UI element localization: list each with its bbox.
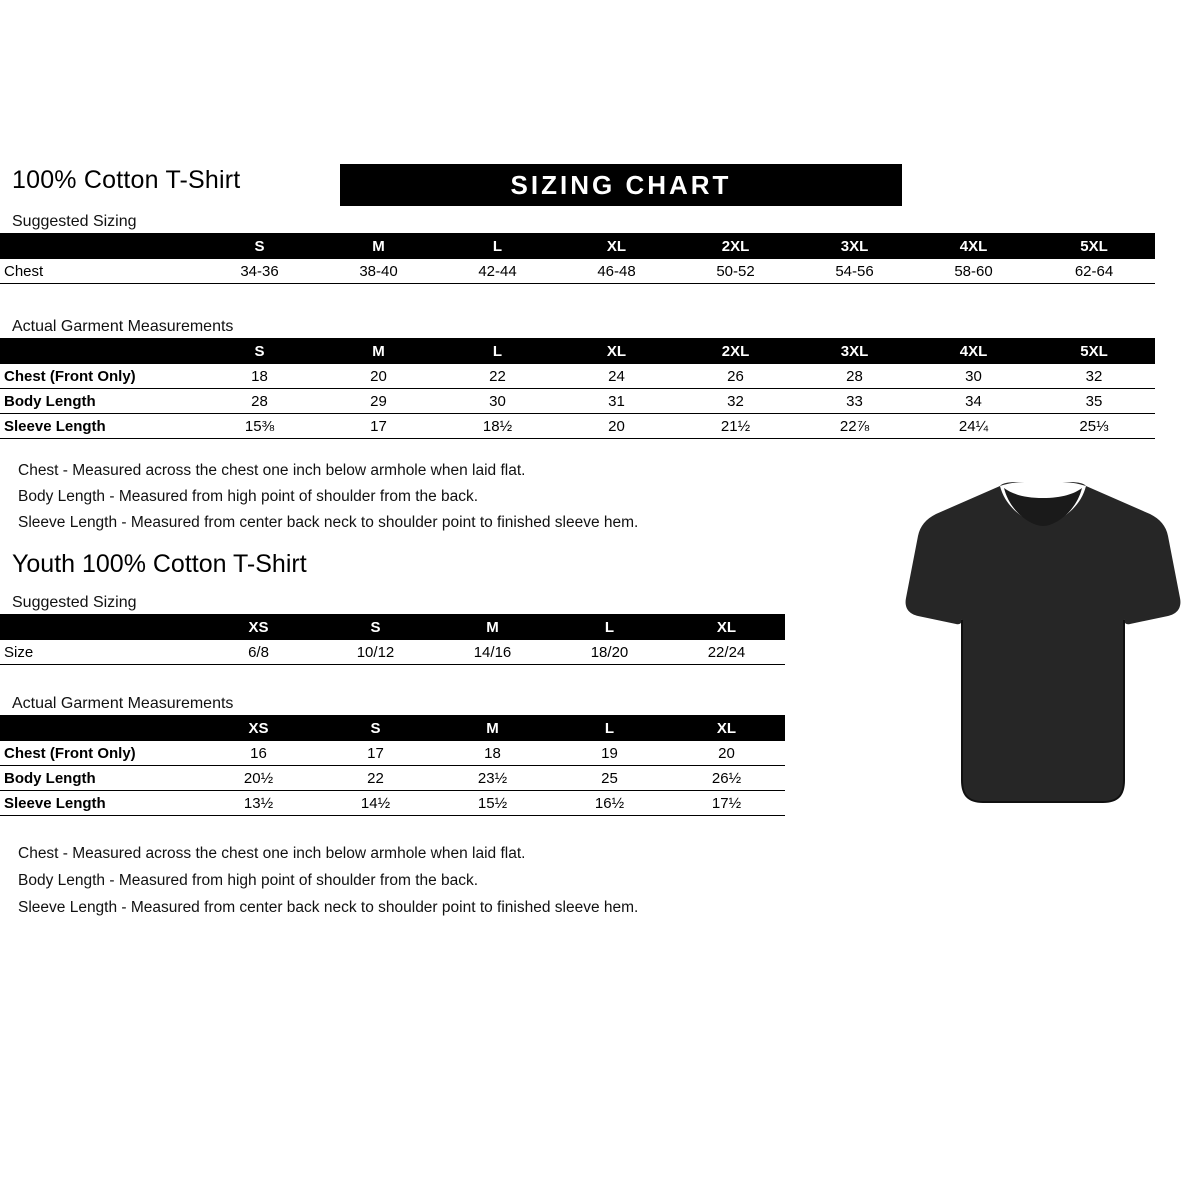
youth-suggested-sizing-label: Suggested Sizing (12, 594, 137, 611)
sizing-chart-banner-label: SIZING CHART (510, 170, 732, 200)
table-row (0, 741, 785, 766)
adult-actual-header-m: M (319, 338, 438, 364)
adult-suggested-header-4xl: 4XL (914, 233, 1033, 259)
youth-actual-cell: 22 (317, 766, 434, 791)
table-row (0, 640, 785, 665)
youth-suggested-header-s: S (317, 614, 434, 640)
youth-actual-cell: 16 (200, 741, 317, 766)
adult-actual-cell: 21½ (676, 414, 795, 439)
youth-actual-cell: 18 (434, 741, 551, 766)
adult-suggested-header-s: S (200, 233, 319, 259)
adult-actual-header-label (0, 338, 200, 364)
adult-actual-cell: 26 (676, 364, 795, 389)
adult-note-body-length: Body Length - Measured from high point of shoulder from the back. (18, 488, 479, 505)
adult-actual-header-2xl: 2XL (676, 338, 795, 364)
adult-actual-cell: 29 (319, 389, 438, 414)
youth-suggested-cell: 10/12 (317, 640, 434, 665)
adult-actual-cell: 18½ (438, 414, 557, 439)
youth-actual-cell: 20½ (200, 766, 317, 791)
adult-actual-cell: 18 (200, 364, 319, 389)
sizing-chart-banner (340, 164, 902, 206)
adult-suggested-row-label: Chest (0, 259, 200, 284)
adult-actual-header-s: S (200, 338, 319, 364)
youth-note-chest: Chest - Measured across the chest one inch below armhole when laid flat. (18, 845, 526, 862)
adult-actual-cell: 25⅓ (1033, 414, 1155, 439)
youth-actual-header-m: M (434, 715, 551, 741)
youth-actual-header-l: L (551, 715, 668, 741)
adult-actual-row-label: Body Length (0, 389, 200, 414)
youth-suggested-header-xl: XL (668, 614, 785, 640)
table-row (0, 259, 1155, 284)
youth-suggested-cell: 14/16 (434, 640, 551, 665)
adult-actual-cell: 32 (1033, 364, 1155, 389)
adult-actual-header-3xl: 3XL (795, 338, 914, 364)
adult-suggested-cell: 38-40 (319, 259, 438, 284)
table-row (0, 791, 785, 816)
youth-actual-cell: 26½ (668, 766, 785, 791)
adult-suggested-header-label (0, 233, 200, 259)
adult-suggested-cell: 62-64 (1033, 259, 1155, 284)
table-row (0, 414, 1155, 439)
youth-suggested-header-xs: XS (200, 614, 317, 640)
table-row (0, 766, 785, 791)
adult-actual-cell: 28 (795, 364, 914, 389)
youth-actual-cell: 19 (551, 741, 668, 766)
youth-actual-measurements-table (0, 715, 785, 816)
adult-actual-header-5xl: 5XL (1033, 338, 1155, 364)
adult-actual-cell: 32 (676, 389, 795, 414)
adult-actual-measurements-table (0, 338, 1155, 439)
youth-actual-cell: 23½ (434, 766, 551, 791)
youth-actual-cell: 15½ (434, 791, 551, 816)
youth-suggested-cell: 22/24 (668, 640, 785, 665)
youth-actual-row-label: Sleeve Length (0, 791, 200, 816)
youth-note-sleeve-length: Sleeve Length - Measured from center back neck to shoulder point to finished sleeve hem. (18, 899, 639, 916)
adult-actual-cell: 31 (557, 389, 676, 414)
adult-suggested-header-l: L (438, 233, 557, 259)
adult-actual-cell: 17 (319, 414, 438, 439)
adult-suggested-header-xl: XL (557, 233, 676, 259)
youth-actual-cell: 17 (317, 741, 434, 766)
adult-suggested-cell: 58-60 (914, 259, 1033, 284)
youth-suggested-header-label (0, 614, 200, 640)
youth-section-title: Youth 100% Cotton T-Shirt (12, 550, 307, 578)
adult-actual-header-l: L (438, 338, 557, 364)
youth-suggested-cell: 18/20 (551, 640, 668, 665)
youth-actual-cell: 13½ (200, 791, 317, 816)
youth-actual-measurements-label: Actual Garment Measurements (12, 695, 234, 712)
adult-suggested-cell: 46-48 (557, 259, 676, 284)
youth-actual-header-s: S (317, 715, 434, 741)
adult-suggested-cell: 42-44 (438, 259, 557, 284)
youth-suggested-cell: 6/8 (200, 640, 317, 665)
youth-actual-cell: 16½ (551, 791, 668, 816)
youth-actual-cell: 14½ (317, 791, 434, 816)
adult-suggested-cell: 34-36 (200, 259, 319, 284)
adult-actual-cell: 22⅞ (795, 414, 914, 439)
adult-actual-cell: 15⅜ (200, 414, 319, 439)
adult-suggested-cell: 54-56 (795, 259, 914, 284)
adult-suggested-sizing-table (0, 233, 1155, 284)
adult-actual-measurements-label: Actual Garment Measurements (12, 318, 234, 335)
adult-actual-cell: 30 (438, 389, 557, 414)
youth-actual-header-xl: XL (668, 715, 785, 741)
adult-suggested-sizing-label: Suggested Sizing (12, 213, 137, 230)
adult-actual-cell: 24¼ (914, 414, 1033, 439)
youth-actual-cell: 17½ (668, 791, 785, 816)
youth-suggested-header-l: L (551, 614, 668, 640)
table-row (0, 364, 1155, 389)
adult-actual-header-4xl: 4XL (914, 338, 1033, 364)
adult-actual-header-xl: XL (557, 338, 676, 364)
youth-actual-cell: 20 (668, 741, 785, 766)
adult-suggested-header-2xl: 2XL (676, 233, 795, 259)
adult-actual-cell: 20 (319, 364, 438, 389)
tshirt-icon (898, 480, 1188, 810)
adult-suggested-header-3xl: 3XL (795, 233, 914, 259)
youth-suggested-row-label: Size (0, 640, 200, 665)
youth-actual-header-label (0, 715, 200, 741)
youth-actual-row-label: Chest (Front Only) (0, 741, 200, 766)
tshirt-illustration (898, 480, 1188, 810)
adult-actual-cell: 22 (438, 364, 557, 389)
youth-actual-row-label: Body Length (0, 766, 200, 791)
adult-suggested-header-5xl: 5XL (1033, 233, 1155, 259)
adult-suggested-cell: 50-52 (676, 259, 795, 284)
youth-actual-header-xs: XS (200, 715, 317, 741)
adult-actual-cell: 35 (1033, 389, 1155, 414)
adult-note-sleeve-length: Sleeve Length - Measured from center back neck to shoulder point to finished sleeve hem. (18, 514, 639, 531)
adult-actual-cell: 33 (795, 389, 914, 414)
adult-section-title: 100% Cotton T-Shirt (12, 166, 241, 194)
adult-actual-cell: 24 (557, 364, 676, 389)
youth-note-body-length: Body Length - Measured from high point of shoulder from the back. (18, 872, 479, 889)
adult-actual-row-label: Sleeve Length (0, 414, 200, 439)
adult-suggested-header-m: M (319, 233, 438, 259)
adult-actual-row-label: Chest (Front Only) (0, 364, 200, 389)
adult-actual-cell: 20 (557, 414, 676, 439)
table-row (0, 389, 1155, 414)
youth-suggested-sizing-table (0, 614, 785, 665)
youth-suggested-header-m: M (434, 614, 551, 640)
youth-actual-cell: 25 (551, 766, 668, 791)
adult-actual-cell: 30 (914, 364, 1033, 389)
adult-actual-cell: 28 (200, 389, 319, 414)
adult-actual-cell: 34 (914, 389, 1033, 414)
adult-note-chest: Chest - Measured across the chest one inch below armhole when laid flat. (18, 462, 526, 479)
